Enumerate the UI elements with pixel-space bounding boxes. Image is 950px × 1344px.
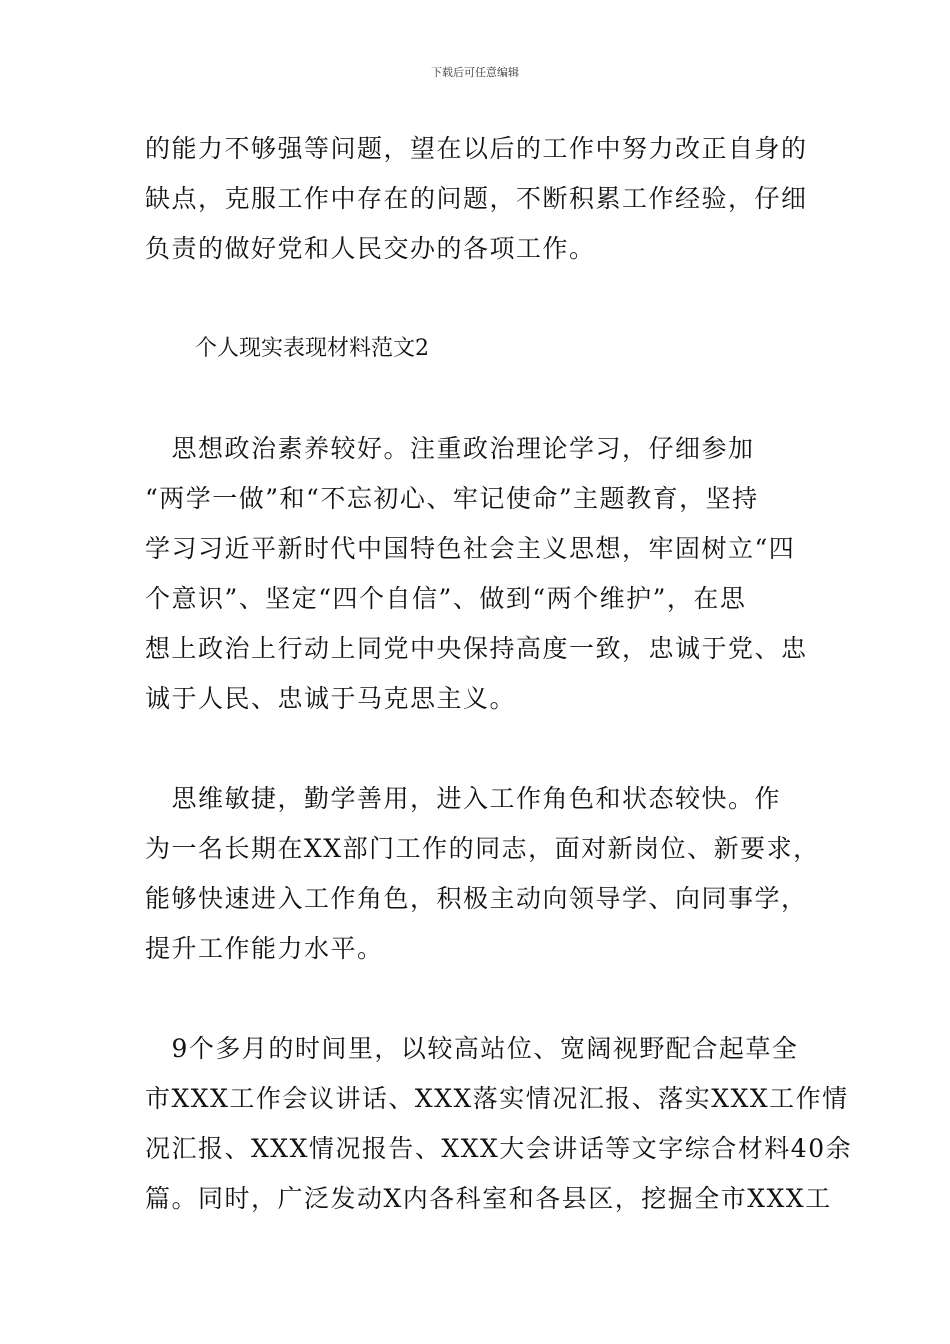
blank-line [145,374,807,424]
text-line: 思想政治素养较好。注重政治理论学习，仔细参加 [145,434,755,463]
text-line: 9个多月的时间里，以较高站位、宽阔视野配合起草全 [145,1034,799,1063]
blank-line [145,974,807,1024]
text-line: 市XXX工作会议讲话、XXX落实情况汇报、落实XXX工作情 [145,1084,849,1113]
blank-line [145,274,807,324]
text-line: 负责的做好党和人民交办的各项工作。 [145,234,596,263]
paragraph-quick-thinking [145,774,820,974]
text-line: 诚于人民、忠诚于马克思主义。 [145,684,517,713]
text-line: “两学一做”和“不忘初心、牢记使命”主题教育，坚持 [145,484,759,513]
text-line: 况汇报、XXX情况报告、XXX大会讲话等文字综合材料40余 [145,1134,853,1163]
text-line: 缺点，克服工作中存在的问题，不断积累工作经验，仔细 [145,184,808,213]
section-title: 个人现实表现材料范文2 [195,336,429,361]
blank-line [145,724,807,774]
text-line: 为一名长期在XX部门工作的同志，面对新岗位、新要求， [145,834,820,863]
document-body [145,124,853,1224]
paragraph-political-quality [145,424,807,724]
text-line: 篇。同时，广泛发动X内各科室和各县区，挖掘全市XXX工 [145,1184,832,1213]
text-line: 想上政治上行动上同党中央保持高度一致，忠诚于党、忠 [145,634,808,663]
page-header: 下载后可任意编辑 [431,66,519,79]
text-line: 提升工作能力水平。 [145,934,384,963]
paragraph-continuation [145,124,807,274]
text-line: 思维敏捷，勤学善用，进入工作角色和状态较快。作 [145,784,782,813]
text-line: 个意识”、坚定“四个自信”、做到“两个维护”，在思 [145,584,747,613]
text-line: 学习习近平新时代中国特色社会主义思想，牢固树立“四 [145,534,796,563]
text-line: 的能力不够强等问题，望在以后的工作中努力改正自身的 [145,134,808,163]
text-line: 能够快速进入工作角色，积极主动向领导学、向同事学， [145,884,808,913]
paragraph-nine-months [145,1024,853,1224]
